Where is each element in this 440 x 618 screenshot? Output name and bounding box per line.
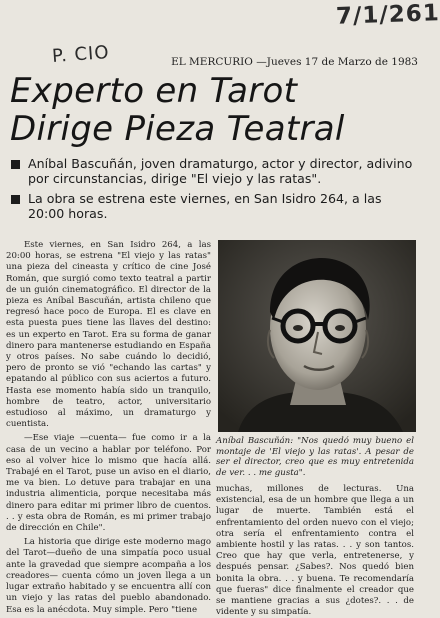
bullet-square-icon [11,160,20,169]
summary-bullets [10,156,415,226]
bullet-square-icon [11,195,20,204]
article-paragraph: Este viernes, en San Isidro 264, a las 20:00 horas, se estrena "El viejo y las ratas" una pieza del cineasta y crítico de cine José Román, que surgió como texto teatral a partir de un guión cinematográfico. El director de la pieza es Aníbal Bascuñán, artista chileno que regresó hace poco de Europa. El es clave en esta puesta pues tiene las llaves del destino: es un experto en Tarot. Era su forma de ganar dinero para mantenerse estudiando en España y otros países. No sabe cuándo lo decidió, pero de pronto se vió "echando las cartas" y epatando al público con sus aciertos a futuro. Hasta ese momento había sido un tranquilo, hombre de teatro, actor, universitario estudioso al máximo, un dramaturgo y cuentista. [6,240,211,430]
handwritten-archive-number: 7/1/261 [335,0,440,30]
article-paragraph: muchas, millones de lecturas. Una existencial, esa de un hombre que llega a un lugar de muerte. También está el enfrentamiento del orden nuevo con el viejo; otra sería el enfrentamiento contra el ambiente hostil y las ratas. . . y son tantos. Creo que hay que verla, entretenerse, y después pensar. ¿Sabes?. Nos quedó bien bonita la obra. . . y buena. Te recomendaría que fueras" dice finalmente el creador que se mantiene gracias a sus ¿dotes?. . . de vidente y su simpatía. [216,484,414,618]
headline-line-1: Experto en Tarot [10,71,298,111]
article-column-left [6,240,211,615]
dateline: EL MERCURIO —Jueves 17 de Marzo de 1983 [171,56,418,68]
summary-bullet [10,156,415,186]
summary-bullet [10,191,415,221]
article-column-right [216,484,414,618]
photo-caption [216,436,414,478]
caption-text: "Nos quedó muy bueno el montaje de 'El viejo y las ratas'. A pesar de ser el director, creo que es muy entretenida de ver. . . me gusta". [216,436,415,478]
article-paragraph: —Ese viaje —cuenta— fue como ir a la casa de un vecino a hablar por teléfono. Por eso al volver hice lo mismo que hacía allá. Trabajé en el Tarot, puse un aviso en el diario, me va bien. Lo detuve para trabajar en una industria alimenticia, porque necesitaba más dinero para editar mi primer libro de cuentos. . . y esta obra de Román, es mi primer trabajo de dirección en Chile". [6,433,211,534]
article-paragraph: La historia que dirige este moderno mago del Tarot—dueño de una simpatía poco usual ante la gravedad que siempre acompaña a los creadores— cuenta cómo un joven llega a un lugar extraño habitado y se encuentra allí con un viejo y las ratas del pueblo abandonado. Esa es la anécdota. Muy simple. Pero "tiene [6,537,211,615]
bullet-text: La obra se estrena este viernes, en San Isidro 264, a las 20:00 horas. [28,191,382,221]
caption-name: Aníbal Bascuñán: [216,436,294,446]
portrait-photo [218,240,416,432]
bullet-text: Aníbal Bascuñán, joven dramaturgo, actor y director, adivino por circunstancias, dirige "El viejo y las ratas". [28,156,413,186]
handwritten-annotation: P. CIO [51,42,111,67]
portrait-illustration [218,240,416,432]
headline-line-2: Dirige Pieza Teatral [10,109,345,149]
headline [10,72,415,148]
